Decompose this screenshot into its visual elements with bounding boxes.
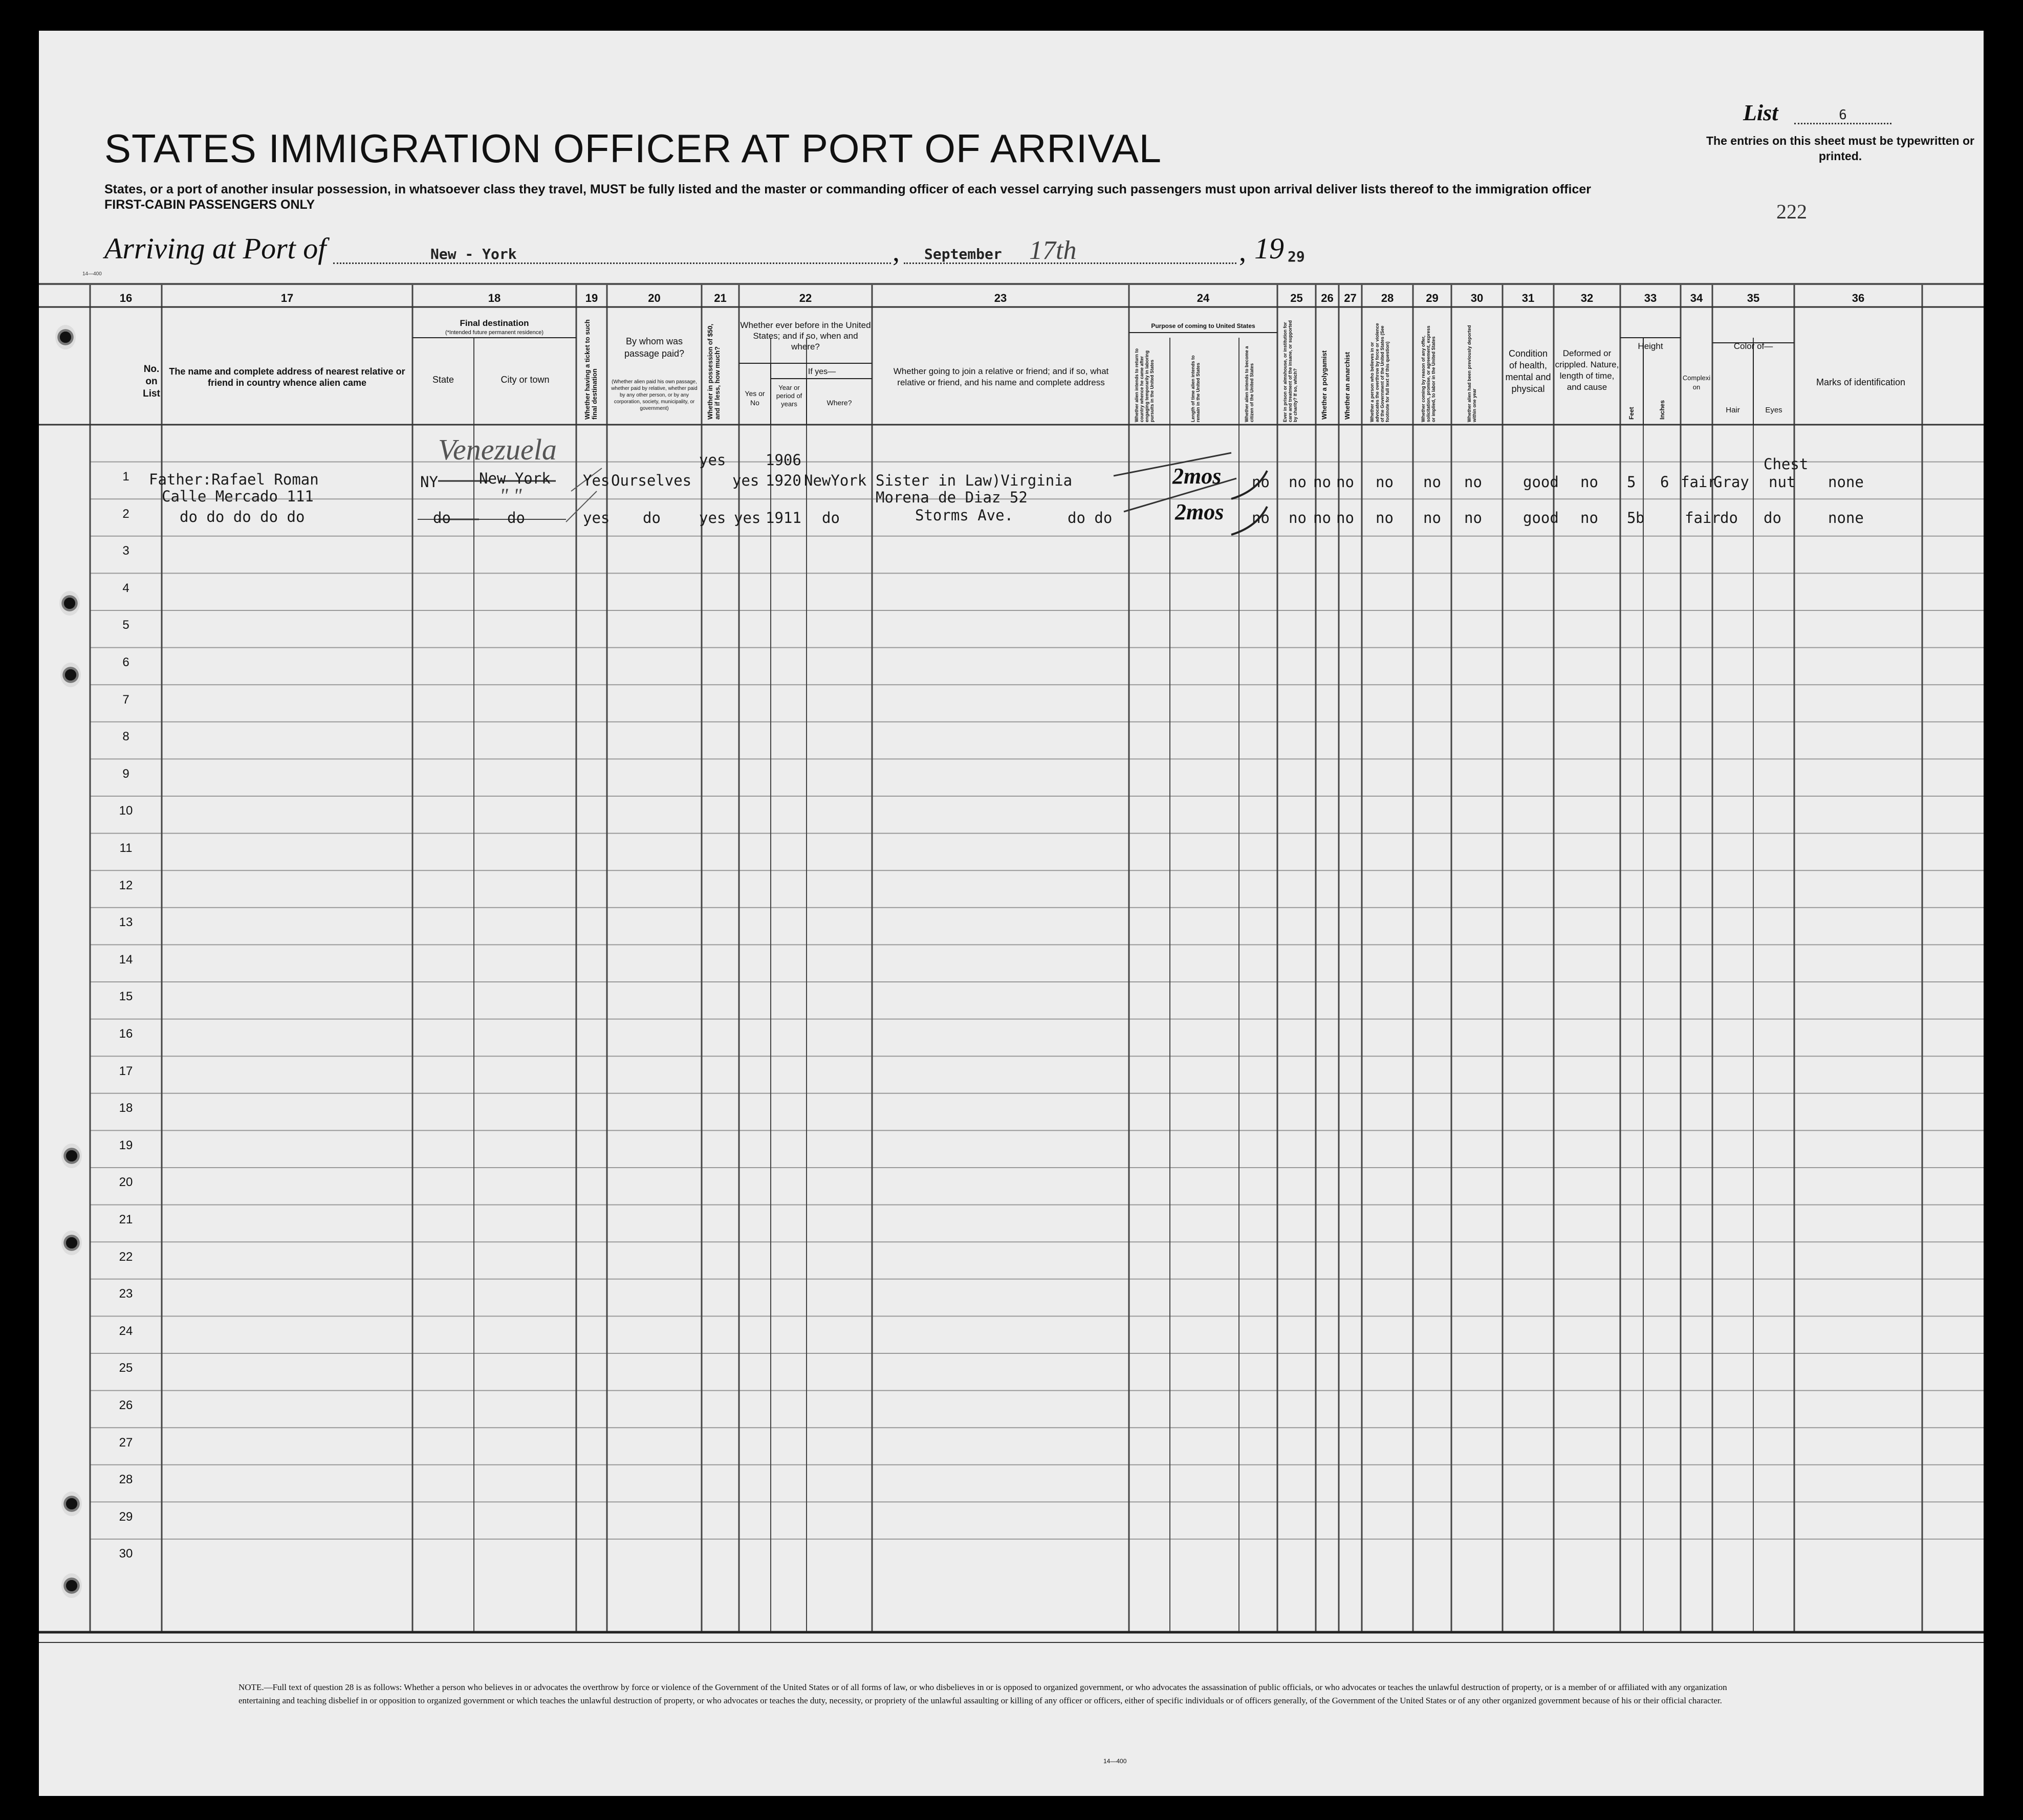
anarchist: no <box>1336 509 1354 527</box>
row-number: 4 <box>122 581 129 595</box>
date-field: September <box>904 246 1236 264</box>
row-number: 9 <box>122 766 129 781</box>
header-final-destination: Final destination <box>460 318 529 328</box>
marks: none <box>1828 509 1864 527</box>
header-final-destination-note: (*Intended future permanent residence) <box>445 330 543 336</box>
col-num-19: 19 <box>585 292 598 304</box>
header-nearest-relative: The name and complete address of nearest relative or friend in country whence alien came <box>169 366 405 388</box>
col-num-32: 32 <box>1580 292 1594 304</box>
row-number: 18 <box>119 1101 133 1115</box>
state: do <box>433 509 451 527</box>
city-handwritten: " " <box>499 484 522 507</box>
state-handwritten: Venezuela <box>438 433 557 466</box>
height-inches: b <box>1636 509 1645 527</box>
row-number: 23 <box>119 1287 133 1301</box>
row-number: 26 <box>119 1398 133 1412</box>
relative-name: Father:Rafael Roman <box>149 471 319 488</box>
complexion: fair <box>1685 509 1721 527</box>
eye-color-cont: nut <box>1769 473 1796 491</box>
year: 1911 <box>766 509 801 527</box>
marks: none <box>1828 473 1864 491</box>
header-purpose: Purpose of coming to United States <box>1151 322 1255 330</box>
citizen: no <box>1252 473 1270 491</box>
header-feet: Feet <box>1628 407 1635 420</box>
deformed: no <box>1580 509 1598 527</box>
header-marks: Marks of identification <box>1816 377 1906 387</box>
state: NY <box>420 473 438 491</box>
row-number: 2 <box>122 507 129 521</box>
col-num-21: 21 <box>714 292 727 304</box>
header-hair: Hair <box>1726 406 1740 414</box>
row-number: 30 <box>119 1547 133 1561</box>
page-title: STATES IMMIGRATION OFFICER AT PORT OF ARRIVAL <box>104 126 1162 171</box>
passage-paid-by: Ourselves <box>611 472 692 489</box>
header-q30: Whether alien had been previously deported within one year <box>1467 325 1477 422</box>
header-purpose-b: Length of time alien intends to remain in the United States <box>1190 355 1201 422</box>
col-num-35: 35 <box>1747 292 1760 304</box>
row-number: 28 <box>119 1473 133 1487</box>
col-num-18: 18 <box>488 292 501 304</box>
footnote: NOTE.—Full text of question 28 is as follows: Whether a person who believes in or advocates the overthrow by force or violence of the Government of the United States or of all forms of law, or who disbelieves in or is opposed to organized government, or who advocates the assassination of public officials, or who advocates or teaches the unlawful destruction of property, or is a member of or affiliated with any organization entertaining and teaching disbelief in or opposition to organized government or which teaches the unlawful destruction of property, or who advocates or teaches the duty, necessity, or propriety of the unlawful assaulting or killing of any officer or officers, either of specific individuals or of officers generally, of the Government of the United States or of any other organized government because of his or their official character. <box>238 1682 1727 1705</box>
question-30: no <box>1464 509 1482 527</box>
header-where: Where? <box>826 399 852 407</box>
header-color-of: Color of— <box>1733 341 1773 351</box>
form-code: 14—400 <box>82 271 102 277</box>
row-number: 29 <box>119 1509 133 1524</box>
row-number: 16 <box>119 1027 133 1041</box>
polygamist: no <box>1313 473 1331 491</box>
header-passage-paid-note: (Whether alien paid his own passage, whether paid by relative, whether paid by any other person, or by any corporation, society, municipality, or government) <box>611 379 698 411</box>
passage-paid-by: do <box>643 509 661 527</box>
col-num-16: 16 <box>119 292 133 304</box>
header-if-yes: If yes— <box>808 367 836 376</box>
header-complexion: Complexion <box>1682 374 1711 391</box>
row-number: 24 <box>119 1324 133 1338</box>
year-suffix: 29 <box>1288 248 1305 265</box>
sheet-instructions: The entries on this sheet must be typewritten or printed. <box>1706 134 1974 163</box>
row-number: 14 <box>119 952 133 967</box>
header-deformed: Deformed or crippled. Nature, length of time, and cause <box>1555 348 1619 392</box>
col-num-24: 24 <box>1197 292 1210 304</box>
year-second: 1920 <box>766 472 801 489</box>
year-prefix: 19 <box>1254 232 1284 265</box>
list-number: 6 <box>1794 107 1891 124</box>
prison: no <box>1289 473 1307 491</box>
joining-relative: Sister in Law)Virginia <box>876 472 1073 489</box>
col-num-27: 27 <box>1344 292 1357 304</box>
col-num-29: 29 <box>1426 292 1439 304</box>
header-yes-no: Yes or No <box>745 389 765 407</box>
hair-color: Gray <box>1713 473 1749 491</box>
row-number: 13 <box>119 915 133 930</box>
prison: no <box>1289 509 1307 527</box>
question-28: no <box>1376 473 1394 491</box>
header-year: Year or period of years <box>776 384 802 408</box>
health: good <box>1523 473 1559 491</box>
ticket: Yes <box>583 472 610 489</box>
joining-address: Morena de Diaz 52 <box>876 489 1028 506</box>
polygamist: no <box>1313 509 1331 527</box>
list-label: List <box>1743 100 1778 125</box>
height-feet: 5 <box>1627 473 1636 491</box>
col-num-28: 28 <box>1381 292 1394 304</box>
row-number: 10 <box>119 804 133 818</box>
row-number: 11 <box>119 841 133 855</box>
subtitle-class: FIRST-CABIN PASSENGERS ONLY <box>104 198 315 212</box>
header-polygamist: Whether a polygamist <box>1320 350 1328 420</box>
header-ever-before: Whether ever before in the United States; and if so, when and where? <box>740 320 871 352</box>
question-29: no <box>1423 473 1441 491</box>
arriving-label: Arriving at Port of <box>104 232 327 265</box>
col-num-36: 36 <box>1852 292 1865 304</box>
relative-address: Calle Mercado 111 <box>162 488 314 505</box>
where: do <box>822 509 840 527</box>
relative-name: do do do do do <box>180 508 305 525</box>
city: New York <box>479 470 551 487</box>
joining-address: Storms Ave. <box>915 507 1014 524</box>
date-handwritten: 17th <box>1029 236 1077 265</box>
length-of-stay-handwritten: 2mos <box>1175 499 1224 524</box>
eye-color: Chest <box>1764 455 1809 473</box>
header-height: Height <box>1638 341 1663 351</box>
subtitle-line: States, or a port of another insular possession, in whatsoever class they travel, MUST be fully listed and the master or commanding officer of each vessel carrying such passengers must upon arrival deliver lists thereof to the immigration officer <box>104 182 1591 196</box>
col-num-33: 33 <box>1644 292 1657 304</box>
col-num-25: 25 <box>1290 292 1303 304</box>
city: do <box>507 509 525 527</box>
header-prison: Ever in prison or almshouse, or institution for care and treatment of the insane, or supported by charity? If so, which? <box>1282 320 1298 422</box>
header-passage-paid: By whom was passage paid? <box>624 336 685 359</box>
comma-separator: , <box>1239 236 1246 268</box>
ever-before: yes <box>732 472 759 489</box>
ever-before: yes <box>734 509 761 527</box>
length-of-stay-handwritten: 2mos <box>1172 464 1222 489</box>
where: NewYork <box>804 472 867 489</box>
row-number: 7 <box>122 692 129 707</box>
row-number: 15 <box>119 990 133 1004</box>
form-number: 14—400 <box>1103 1758 1127 1765</box>
comma-separator: , <box>893 236 900 268</box>
header-purpose-c: Whether alien intends to become a citizen of the United States <box>1244 346 1254 422</box>
col-num-22: 22 <box>799 292 812 304</box>
money: yes <box>699 451 726 469</box>
joining-ditto: do do <box>1068 509 1113 527</box>
row-number: 3 <box>122 544 129 558</box>
header-money: Whether in possession of $50, and if less, how much? <box>706 323 721 420</box>
header-q28: Whether a person who believes in or advocates the overthrow by force or violence of the Government of the United States (See footnote for full text of this question) <box>1369 323 1390 422</box>
col-num-17: 17 <box>280 292 294 304</box>
question-30: no <box>1464 473 1482 491</box>
header-inches: Inches <box>1659 400 1666 420</box>
deformed: no <box>1580 473 1598 491</box>
row-number: 12 <box>119 878 133 892</box>
eye-color: do <box>1764 509 1781 527</box>
question-29: no <box>1423 509 1441 527</box>
money: yes <box>699 509 726 527</box>
header-no-on-list: No. on List <box>143 364 160 399</box>
col-num-20: 20 <box>648 292 661 304</box>
height-inches: 6 <box>1660 473 1669 491</box>
row-number: 17 <box>119 1064 133 1078</box>
header-anarchist: Whether an anarchist <box>1343 352 1351 420</box>
health: good <box>1523 509 1559 527</box>
hair-color: do <box>1720 509 1738 527</box>
row-number: 22 <box>119 1249 133 1264</box>
header-city: City or town <box>501 375 550 385</box>
col-num-30: 30 <box>1470 292 1484 304</box>
header-state: State <box>432 375 454 385</box>
row-number: 21 <box>119 1213 133 1226</box>
row-number: 5 <box>122 618 129 632</box>
row-number: 6 <box>122 655 129 669</box>
col-num-23: 23 <box>994 292 1007 304</box>
col-num-26: 26 <box>1321 292 1334 304</box>
header-ticket: Whether having a ticket to such final destination <box>583 319 598 420</box>
complexion: fair <box>1681 473 1716 491</box>
question-28: no <box>1376 509 1394 527</box>
row-number: 19 <box>119 1138 133 1152</box>
height-feet: 5 <box>1627 509 1636 527</box>
header-q29: Whether coming by reason of any offer, solicitation, promise, or agreement, express or implied, to labor in the United States <box>1421 325 1436 422</box>
sheet-number: 222 <box>1776 200 1807 223</box>
header-joining: Whether going to join a relative or friend; and if so, what relative or friend, and his name and complete address <box>893 366 1109 387</box>
citizen: no <box>1252 509 1270 527</box>
col-num-31: 31 <box>1521 292 1535 304</box>
row-number: 1 <box>122 470 129 484</box>
row-number: 8 <box>122 730 129 744</box>
col-num-34: 34 <box>1690 292 1703 304</box>
year-first: 1906 <box>766 451 801 469</box>
header-health: Condition of health, mental and physical <box>1505 348 1551 394</box>
row-number: 25 <box>119 1361 133 1375</box>
anarchist: no <box>1336 473 1354 491</box>
header-purpose-a: Whether alien intends to return to country whence he came after engaging temporarily in laboring pursuits in the United States <box>1134 348 1155 422</box>
row-number: 20 <box>119 1175 133 1190</box>
header-eyes: Eyes <box>1765 406 1782 414</box>
port-field: New - York <box>333 246 891 264</box>
manifest-sheet <box>39 31 1984 1796</box>
row-number: 27 <box>119 1435 133 1450</box>
ticket: yes <box>583 509 610 527</box>
